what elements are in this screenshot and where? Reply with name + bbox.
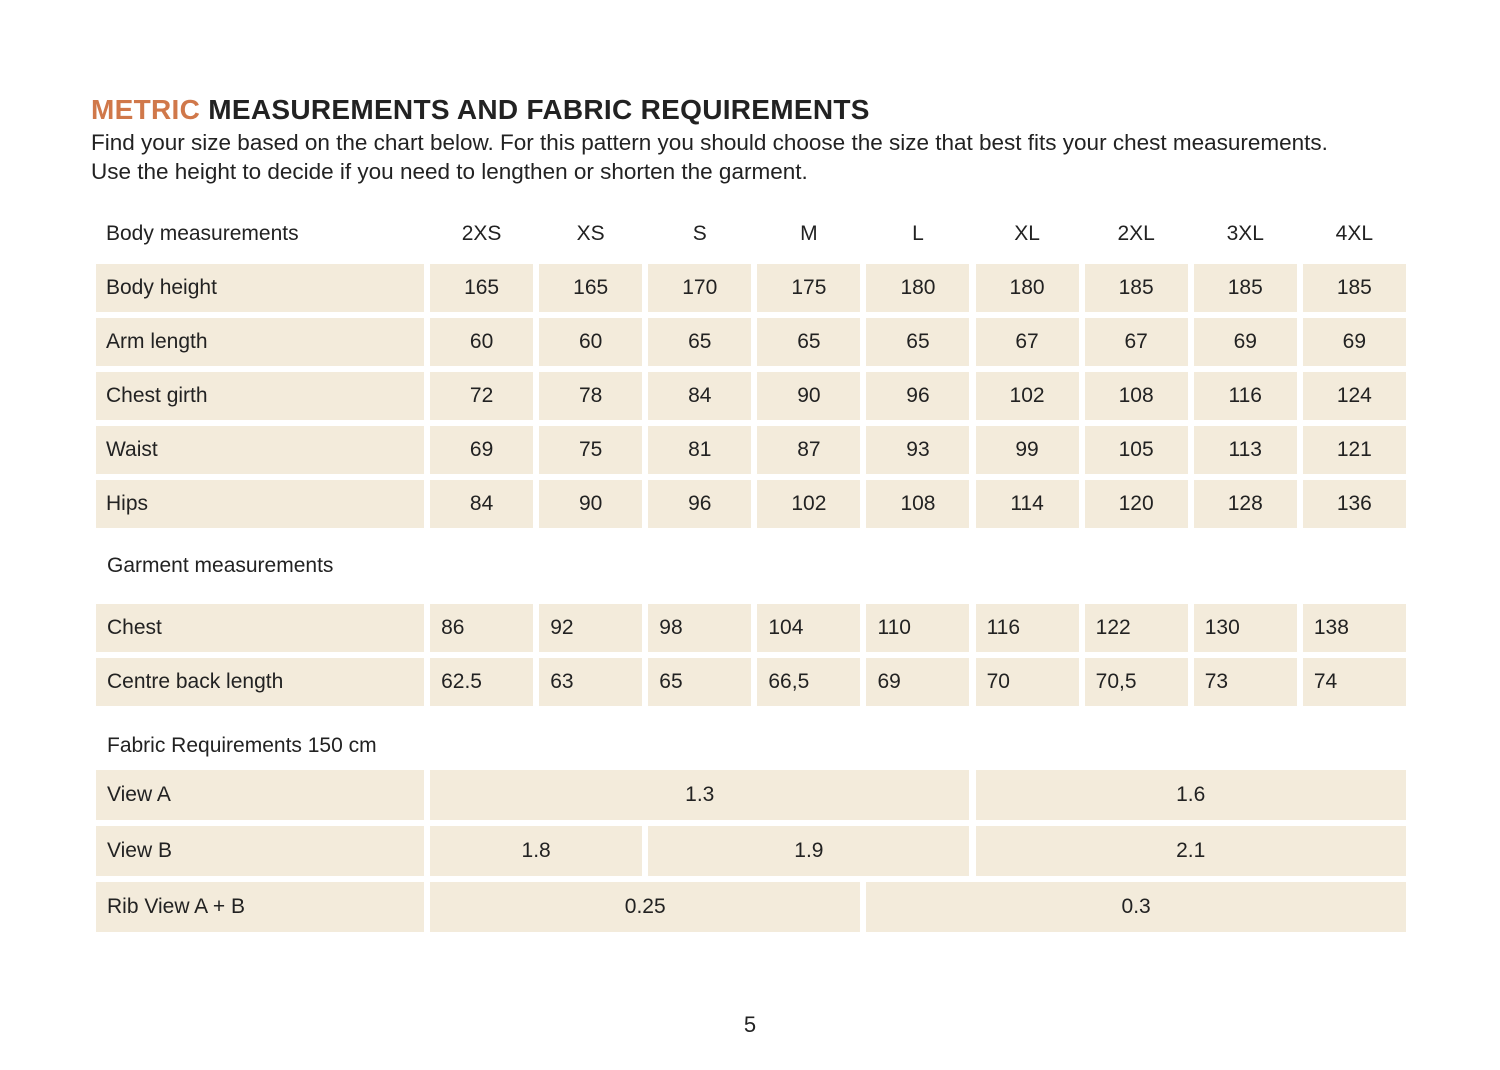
body-value-cell: 67 [1085, 318, 1188, 366]
title-accent: METRIC [91, 94, 201, 125]
body-row-label: Arm length [96, 318, 424, 366]
garment-value-cell: 138 [1303, 604, 1406, 652]
garment-value-cell: 122 [1085, 604, 1188, 652]
body-value-cell: 108 [1085, 372, 1188, 420]
body-value-cell: 96 [866, 372, 969, 420]
size-header-l: L [912, 222, 924, 245]
fabric-row-label: View A [96, 770, 424, 820]
body-value-cell: 72 [430, 372, 533, 420]
body-value-cell: 136 [1303, 480, 1406, 528]
body-value-cell: 90 [539, 480, 642, 528]
body-value-cell: 60 [539, 318, 642, 366]
body-value-cell: 65 [648, 318, 751, 366]
garment-row-label: Chest [96, 604, 424, 652]
garment-value-cell: 65 [648, 658, 751, 706]
body-value-cell: 81 [648, 426, 751, 474]
garment-value-cell: 69 [866, 658, 969, 706]
size-header-2xs: 2XS [461, 222, 502, 245]
body-value-cell: 84 [430, 480, 533, 528]
body-measurements-header: Body measurements [106, 222, 299, 245]
garment-value-cell: 86 [430, 604, 533, 652]
garment-value-cell: 98 [648, 604, 751, 652]
garment-value-cell: 63 [539, 658, 642, 706]
size-header-3xl: 3XL [1226, 222, 1264, 245]
page-number: 5 [743, 1012, 757, 1037]
body-value-cell: 120 [1085, 480, 1188, 528]
body-value-cell: 185 [1194, 264, 1297, 312]
body-value-cell: 69 [1194, 318, 1297, 366]
body-value-cell: 116 [1194, 372, 1297, 420]
intro-text: Find your size based on the chart below. For this pattern you should choose the size that best fits your chest measurements. Use the height to decide if you need to lengthen or shorten the garment. [91, 130, 1328, 184]
body-value-cell: 102 [976, 372, 1079, 420]
size-header-m: M [800, 222, 818, 245]
body-value-cell: 99 [976, 426, 1079, 474]
fabric-value-cell: 1.9 [648, 826, 969, 876]
body-value-cell: 69 [430, 426, 533, 474]
size-header-xs: XS [576, 222, 605, 245]
fabric-value-cell: 1.3 [430, 770, 969, 820]
body-value-cell: 67 [976, 318, 1079, 366]
garment-value-cell: 70 [976, 658, 1079, 706]
garment-value-cell: 73 [1194, 658, 1297, 706]
body-value-cell: 114 [976, 480, 1079, 528]
body-value-cell: 90 [757, 372, 860, 420]
body-row-label: Waist [96, 426, 424, 474]
title-rest: MEASUREMENTS AND FABRIC REQUIREMENTS [208, 94, 870, 125]
size-header-4xl: 4XL [1335, 222, 1374, 245]
body-value-cell: 185 [1303, 264, 1406, 312]
body-value-cell: 87 [757, 426, 860, 474]
garment-value-cell: 104 [757, 604, 860, 652]
body-value-cell: 180 [976, 264, 1079, 312]
garment-value-cell: 70,5 [1085, 658, 1188, 706]
body-value-cell: 96 [648, 480, 751, 528]
body-value-cell: 124 [1303, 372, 1406, 420]
body-value-cell: 60 [430, 318, 533, 366]
body-row-label: Chest girth [96, 372, 424, 420]
garment-value-cell: 116 [976, 604, 1079, 652]
body-value-cell: 175 [757, 264, 860, 312]
body-value-cell: 93 [866, 426, 969, 474]
fabric-value-cell: 2.1 [976, 826, 1406, 876]
garment-value-cell: 62.5 [430, 658, 533, 706]
body-value-cell: 128 [1194, 480, 1297, 528]
body-value-cell: 65 [757, 318, 860, 366]
garment-row-label: Centre back length [96, 658, 424, 706]
body-row-label: Body height [96, 264, 424, 312]
fabric-row-label: Rib View A + B [96, 882, 424, 932]
body-value-cell: 65 [866, 318, 969, 366]
body-value-cell: 75 [539, 426, 642, 474]
garment-measurements-header: Garment measurements [107, 554, 334, 577]
size-header-xl: XL [1014, 222, 1040, 245]
fabric-requirements-header: Fabric Requirements 150 cm [107, 734, 377, 757]
body-row-label: Hips [96, 480, 424, 528]
garment-value-cell: 66,5 [757, 658, 860, 706]
size-header-s: S [692, 222, 707, 245]
body-value-cell: 165 [539, 264, 642, 312]
garment-value-cell: 130 [1194, 604, 1297, 652]
body-value-cell: 121 [1303, 426, 1406, 474]
fabric-value-cell: 0.25 [430, 882, 860, 932]
body-value-cell: 170 [648, 264, 751, 312]
size-header-2xl: 2XL [1117, 222, 1155, 245]
body-value-cell: 108 [866, 480, 969, 528]
size-chart [96, 210, 1404, 932]
garment-value-cell: 110 [866, 604, 969, 652]
body-value-cell: 105 [1085, 426, 1188, 474]
fabric-value-cell: 1.6 [976, 770, 1406, 820]
page-title [91, 94, 870, 126]
body-value-cell: 102 [757, 480, 860, 528]
body-value-cell: 185 [1085, 264, 1188, 312]
fabric-value-cell: 1.8 [430, 826, 642, 876]
body-value-cell: 113 [1194, 426, 1297, 474]
body-value-cell: 78 [539, 372, 642, 420]
body-value-cell: 180 [866, 264, 969, 312]
body-value-cell: 84 [648, 372, 751, 420]
fabric-row-label: View B [96, 826, 424, 876]
fabric-value-cell: 0.3 [866, 882, 1405, 932]
body-value-cell: 165 [430, 264, 533, 312]
body-value-cell: 69 [1303, 318, 1406, 366]
garment-value-cell: 92 [539, 604, 642, 652]
garment-value-cell: 74 [1303, 658, 1406, 706]
